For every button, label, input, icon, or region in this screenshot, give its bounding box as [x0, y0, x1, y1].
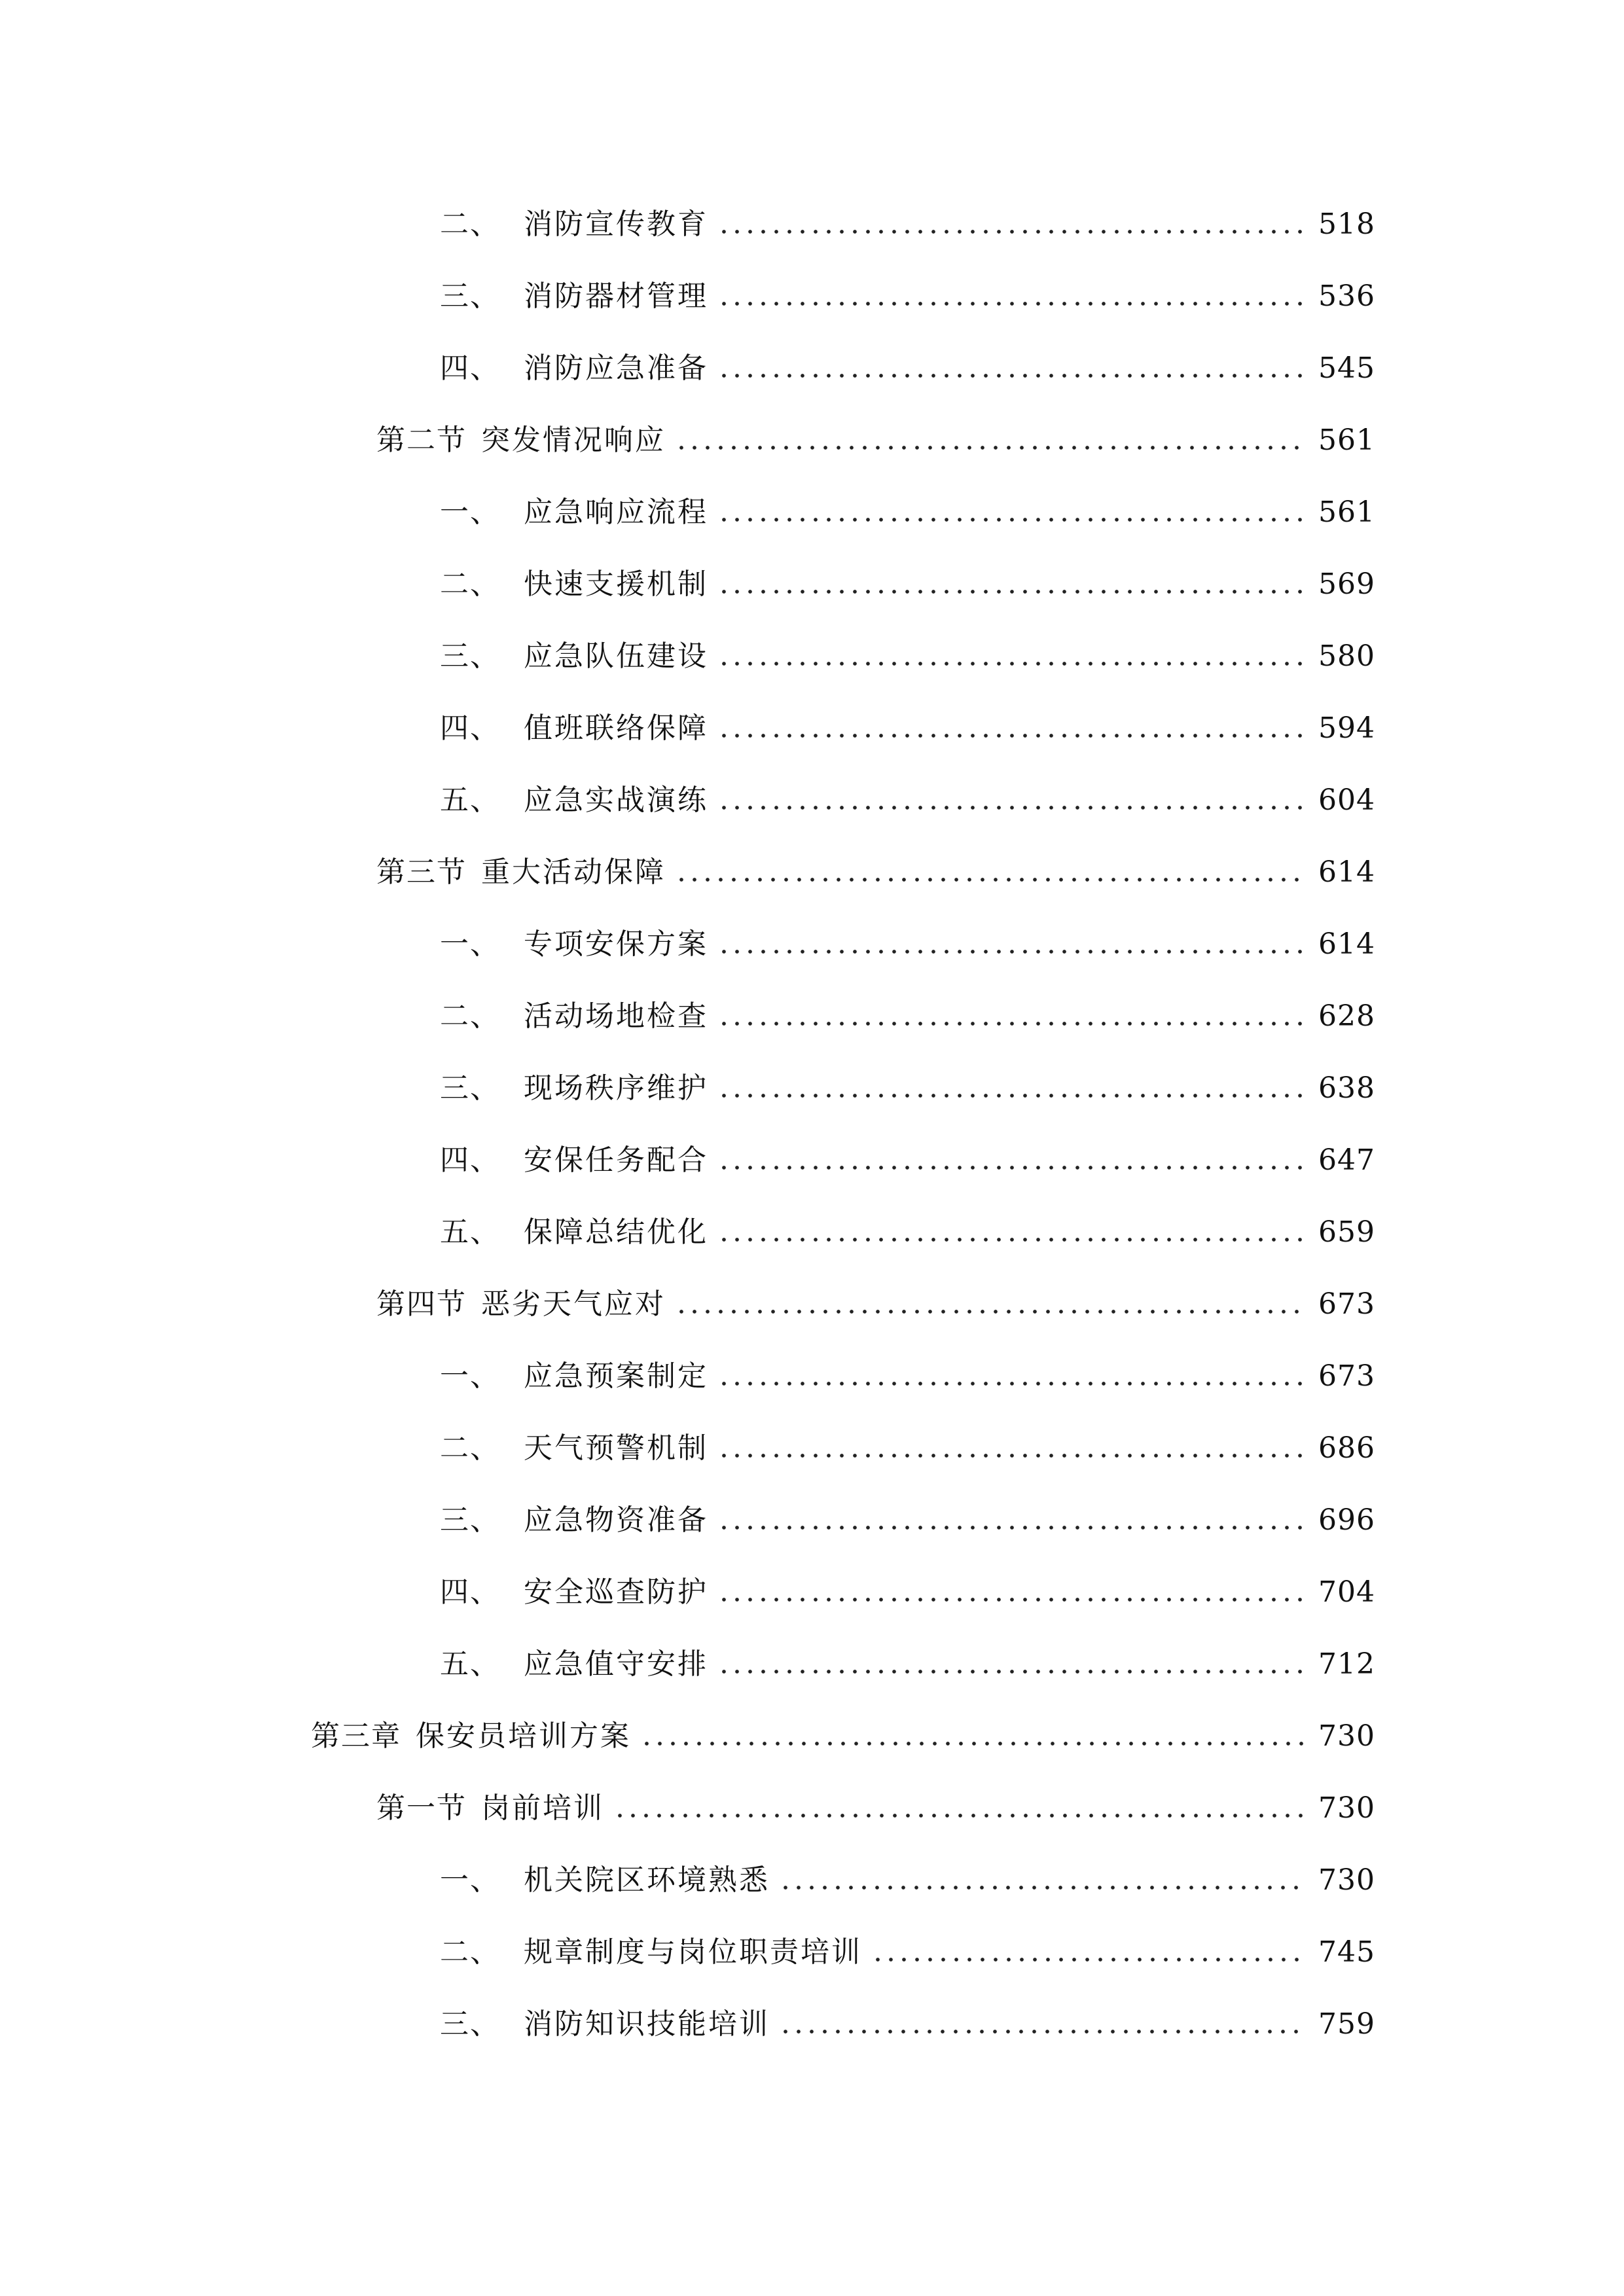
toc-entry[interactable]: [0, 1628, 1624, 1700]
dot-leader: [717, 589, 1305, 594]
entry-page-number: 730: [1318, 1863, 1375, 1897]
dot-leader: [717, 1237, 1305, 1242]
toc-entry[interactable]: [0, 476, 1624, 548]
entry-marker: 四、: [440, 351, 500, 385]
dot-leader: [675, 1309, 1305, 1314]
entry-page-number: 712: [1318, 1647, 1375, 1681]
entry-marker: 三、: [440, 2007, 500, 2041]
toc-entry-section[interactable]: [0, 836, 1624, 908]
entry-marker: 四、: [440, 1575, 500, 1609]
toc-entry[interactable]: [0, 1844, 1624, 1916]
entry-marker: 三、: [440, 639, 500, 673]
toc-entry[interactable]: [0, 908, 1624, 980]
entry-page-number: 569: [1318, 567, 1375, 601]
entry-title: 应急响应流程: [524, 495, 708, 529]
entry-marker: 二、: [440, 567, 500, 601]
entry-page-number: 561: [1318, 495, 1375, 529]
dot-leader: [717, 1021, 1305, 1026]
entry-marker: 一、: [440, 1863, 500, 1897]
entry-page-number: 518: [1318, 207, 1375, 241]
entry-title: 应急预案制定: [524, 1359, 708, 1393]
entry-title: 岗前培训: [481, 1791, 604, 1825]
dot-leader: [717, 229, 1305, 234]
entry-marker: 一、: [440, 495, 500, 529]
entry-title: 机关院区环境熟悉: [524, 1863, 770, 1897]
dot-leader: [717, 1165, 1305, 1170]
entry-title: 安全巡查防护: [524, 1575, 708, 1609]
toc-entry[interactable]: [0, 1196, 1624, 1268]
entry-marker: 第三节: [376, 855, 467, 889]
entry-page-number: 594: [1318, 711, 1375, 745]
entry-marker: 第二节: [376, 423, 467, 457]
entry-page-number: 628: [1318, 999, 1375, 1033]
entry-title: 快速支援机制: [524, 567, 708, 601]
dot-leader: [717, 1381, 1305, 1386]
toc-entry[interactable]: [0, 188, 1624, 260]
entry-marker: 三、: [440, 279, 500, 313]
entry-title: 保安员培训方案: [416, 1719, 631, 1753]
entry-marker: 三、: [440, 1071, 500, 1105]
dot-leader: [640, 1741, 1305, 1746]
entry-title: 规章制度与岗位职责培训: [524, 1935, 862, 1969]
dot-leader: [717, 373, 1305, 378]
dot-leader: [779, 1885, 1305, 1890]
entry-title: 值班联络保障: [524, 711, 708, 745]
entry-marker: 四、: [440, 1143, 500, 1177]
entry-marker: 四、: [440, 711, 500, 745]
entry-title: 应急物资准备: [524, 1503, 708, 1537]
table-of-contents: [0, 188, 1624, 2060]
toc-entry-section[interactable]: [0, 404, 1624, 476]
entry-title: 突发情况响应: [481, 423, 666, 457]
entry-page-number: 686: [1318, 1431, 1375, 1465]
entry-marker: 二、: [440, 207, 500, 241]
entry-page-number: 673: [1318, 1287, 1375, 1321]
dot-leader: [779, 2029, 1305, 2034]
toc-entry[interactable]: [0, 548, 1624, 620]
toc-entry[interactable]: [0, 1988, 1624, 2060]
toc-entry[interactable]: [0, 1484, 1624, 1556]
entry-title: 消防知识技能培训: [524, 2007, 770, 2041]
dot-leader: [675, 877, 1305, 882]
dot-leader: [717, 661, 1305, 666]
dot-leader: [613, 1813, 1305, 1818]
entry-marker: 第四节: [376, 1287, 467, 1321]
dot-leader: [871, 1957, 1305, 1962]
toc-entry[interactable]: [0, 1916, 1624, 1988]
entry-title: 保障总结优化: [524, 1215, 708, 1249]
dot-leader: [717, 1597, 1305, 1602]
toc-entry-section[interactable]: [0, 1772, 1624, 1844]
toc-entry[interactable]: [0, 1124, 1624, 1196]
entry-marker: 第三章: [311, 1719, 401, 1753]
entry-page-number: 730: [1318, 1719, 1375, 1753]
dot-leader: [717, 517, 1305, 522]
entry-page-number: 759: [1318, 2007, 1375, 2041]
entry-marker: 五、: [440, 1647, 500, 1681]
dot-leader: [717, 949, 1305, 954]
toc-entry[interactable]: [0, 260, 1624, 332]
entry-page-number: 561: [1318, 423, 1375, 457]
entry-title: 现场秩序维护: [524, 1071, 708, 1105]
entry-page-number: 745: [1318, 1935, 1375, 1969]
entry-title: 专项安保方案: [524, 927, 708, 961]
entry-page-number: 536: [1318, 279, 1375, 313]
toc-entry[interactable]: [0, 980, 1624, 1052]
entry-page-number: 638: [1318, 1071, 1375, 1105]
entry-title: 消防应急准备: [524, 351, 708, 385]
dot-leader: [675, 445, 1305, 450]
toc-entry-chapter[interactable]: [0, 1700, 1624, 1772]
toc-entry[interactable]: [0, 764, 1624, 836]
toc-entry[interactable]: [0, 1556, 1624, 1628]
dot-leader: [717, 1669, 1305, 1674]
entry-title: 消防宣传教育: [524, 207, 708, 241]
entry-title: 恶劣天气应对: [481, 1287, 666, 1321]
entry-page-number: 673: [1318, 1359, 1375, 1393]
entry-page-number: 580: [1318, 639, 1375, 673]
entry-title: 重大活动保障: [481, 855, 666, 889]
entry-page-number: 545: [1318, 351, 1375, 385]
entry-marker: 二、: [440, 999, 500, 1033]
entry-marker: 一、: [440, 927, 500, 961]
toc-entry[interactable]: [0, 620, 1624, 692]
dot-leader: [717, 301, 1305, 306]
entry-marker: 三、: [440, 1503, 500, 1537]
dot-leader: [717, 733, 1305, 738]
entry-marker: 第一节: [376, 1791, 467, 1825]
entry-title: 消防器材管理: [524, 279, 708, 313]
entry-title: 天气预警机制: [524, 1431, 708, 1465]
entry-title: 应急队伍建设: [524, 639, 708, 673]
entry-title: 应急值守安排: [524, 1647, 708, 1681]
entry-title: 活动场地检查: [524, 999, 708, 1033]
entry-page-number: 647: [1318, 1143, 1375, 1177]
dot-leader: [717, 1525, 1305, 1530]
entry-marker: 二、: [440, 1431, 500, 1465]
dot-leader: [717, 1453, 1305, 1458]
entry-page-number: 604: [1318, 783, 1375, 817]
entry-page-number: 614: [1318, 855, 1375, 889]
entry-title: 应急实战演练: [524, 783, 708, 817]
entry-marker: 五、: [440, 1215, 500, 1249]
dot-leader: [717, 805, 1305, 810]
toc-entry[interactable]: [0, 332, 1624, 404]
entry-page-number: 704: [1318, 1575, 1375, 1609]
toc-entry[interactable]: [0, 1340, 1624, 1412]
entry-title: 安保任务配合: [524, 1143, 708, 1177]
entry-marker: 一、: [440, 1359, 500, 1393]
toc-entry[interactable]: [0, 692, 1624, 764]
toc-entry-section[interactable]: [0, 1268, 1624, 1340]
entry-page-number: 730: [1318, 1791, 1375, 1825]
entry-page-number: 614: [1318, 927, 1375, 961]
entry-page-number: 696: [1318, 1503, 1375, 1537]
entry-page-number: 659: [1318, 1215, 1375, 1249]
entry-marker: 二、: [440, 1935, 500, 1969]
entry-marker: 五、: [440, 783, 500, 817]
dot-leader: [717, 1093, 1305, 1098]
toc-entry[interactable]: [0, 1052, 1624, 1124]
toc-entry[interactable]: [0, 1412, 1624, 1484]
